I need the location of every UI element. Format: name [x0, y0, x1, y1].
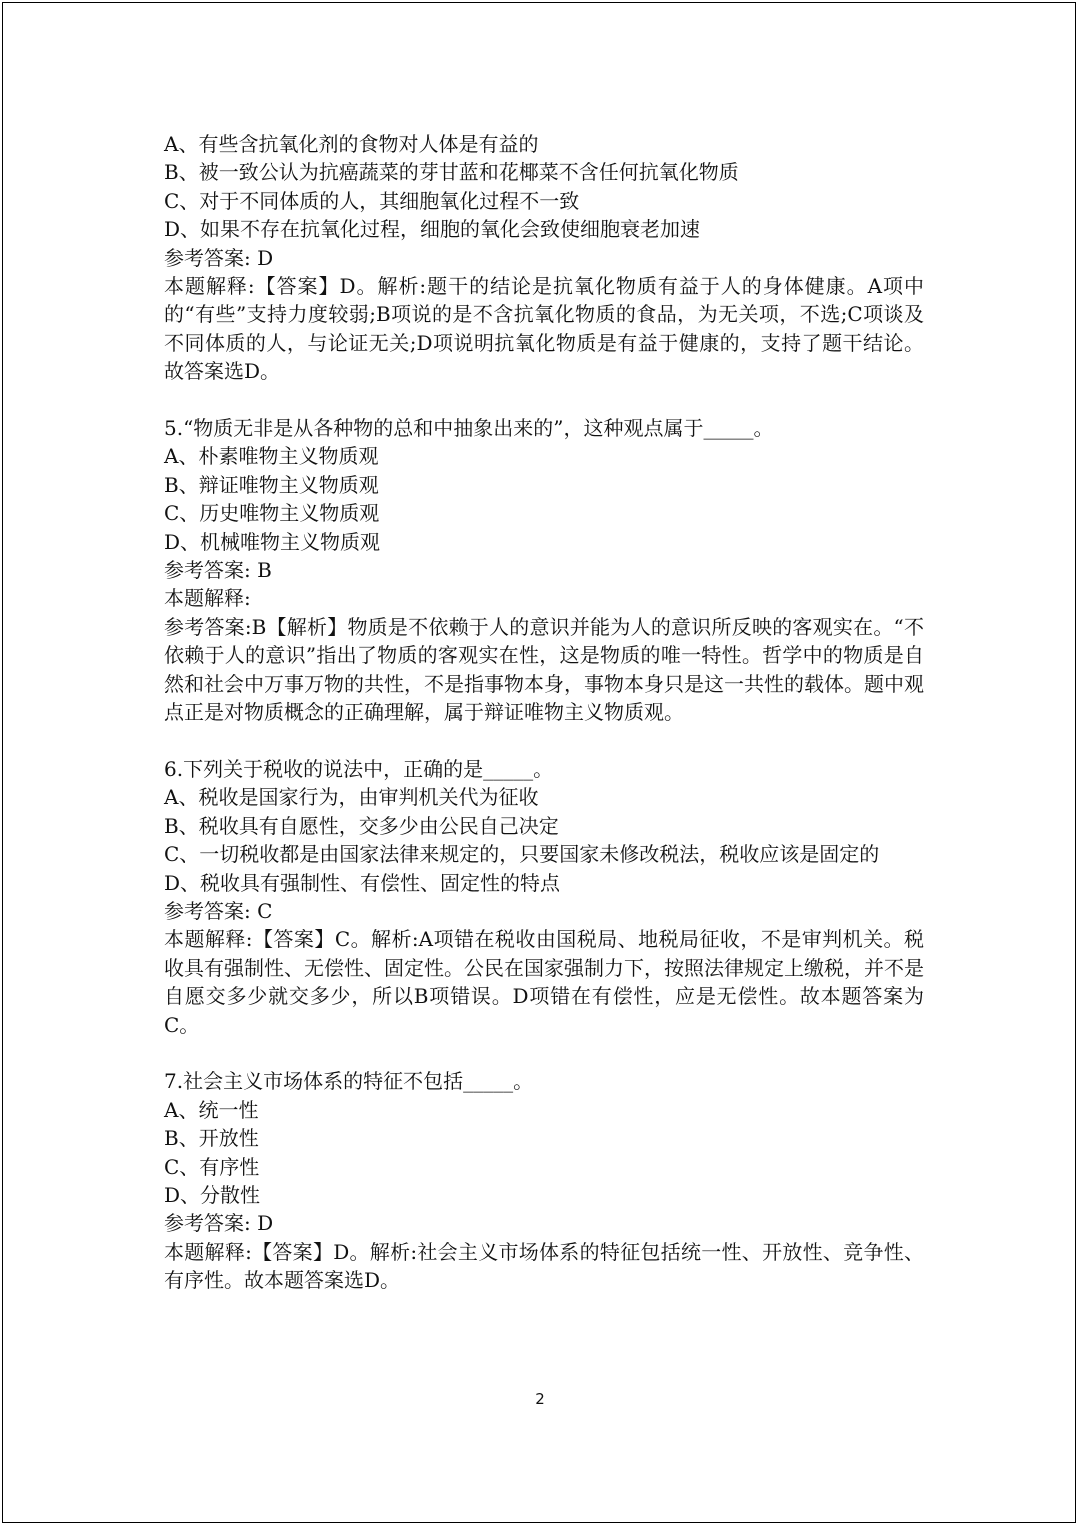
option-c: C、历史唯物主义物质观 [164, 501, 380, 526]
option-d: D、如果不存在抗氧化过程，细胞的氧化会致使细胞衰老加速 [164, 217, 701, 242]
option-d: D、机械唯物主义物质观 [164, 529, 381, 554]
option-c: C、对于不同体质的人，其细胞氧化过程不一致 [164, 188, 580, 213]
option-c: C、有序性 [164, 1154, 260, 1179]
document-body [164, 130, 924, 1295]
spacer [164, 727, 924, 755]
explanation: 参考答案:B【解析】物质是不依赖于人的意识并能为人的意识所反映的客观实在。“不依赖于人的意识”指出了物质的客观实在性，这是物质的唯一特性。哲学中的物质是自然和社会中万事万物的共性，不是指事物本身，事物本身只是这一共性的载体。题中观点正是对物质概念的正确理解，属于辩证唯物主义物质观。 [164, 614, 924, 725]
option-b: B、税收具有自愿性，交多少由公民自己决定 [164, 813, 559, 838]
question-6 [164, 755, 924, 1039]
explanation: 本题解释:【答案】D。解析:题干的结论是抗氧化物质有益于人的身体健康。A项中的“有些”支持力度较弱;B项说的是不含抗氧化物质的食品，为无关项，不选;C项谈及不同体质的人，与论证无关;D项说明抗氧化物质是有益于健康的，支持了题干结论。故答案选D。 [164, 274, 924, 384]
option-a: A、有些含抗氧化剂的食物对人体是有益的 [164, 132, 539, 156]
option-c: C、一切税收都是由国家法律来规定的，只要国家未修改税法，税收应该是固定的 [164, 842, 880, 867]
explanation: 本题解释:【答案】C。解析:A项错在税收由国税局、地税局征收，不是审判机关。税收具有强制性、无偿性、固定性。公民在国家强制力下，按照法律规定上缴税，并不是自愿交多少就交多少，所以B项错误。D项错在有偿性，应是无偿性。故本题答案为C。 [164, 927, 924, 1037]
spacer [164, 386, 924, 414]
question-text: 6.下列关于税收的说法中，正确的是_____。 [164, 756, 554, 781]
option-a: A、统一性 [164, 1097, 259, 1122]
question-4-tail [164, 130, 924, 386]
option-d: D、税收具有强制性、有偿性、固定性的特点 [164, 870, 561, 895]
option-a: A、朴素唯物主义物质观 [164, 444, 379, 469]
explanation-label: 本题解释: [164, 586, 251, 611]
option-b: B、被一致公认为抗癌蔬菜的芽甘蓝和花椰菜不含任何抗氧化物质 [164, 160, 739, 185]
option-b: B、开放性 [164, 1126, 259, 1151]
answer: 参考答案: C [164, 898, 273, 923]
answer: 参考答案: D [164, 1211, 274, 1236]
answer: 参考答案: B [164, 558, 272, 583]
page-number: 2 [535, 1390, 545, 1408]
option-b: B、辩证唯物主义物质观 [164, 472, 379, 497]
explanation: 本题解释:【答案】D。解析:社会主义市场体系的特征包括统一性、开放性、竞争性、有序性。故本题答案选D。 [164, 1239, 924, 1293]
question-text: 7.社会主义市场体系的特征不包括_____。 [164, 1069, 534, 1094]
option-d: D、分散性 [164, 1182, 261, 1207]
question-text: 5.“物质无非是从各种物的总和中抽象出来的”，这种观点属于_____。 [164, 416, 774, 441]
question-5 [164, 414, 924, 726]
answer: 参考答案: D [164, 245, 274, 270]
spacer [164, 1039, 924, 1067]
question-7 [164, 1067, 924, 1294]
option-a: A、税收是国家行为，由审判机关代为征收 [164, 785, 539, 810]
